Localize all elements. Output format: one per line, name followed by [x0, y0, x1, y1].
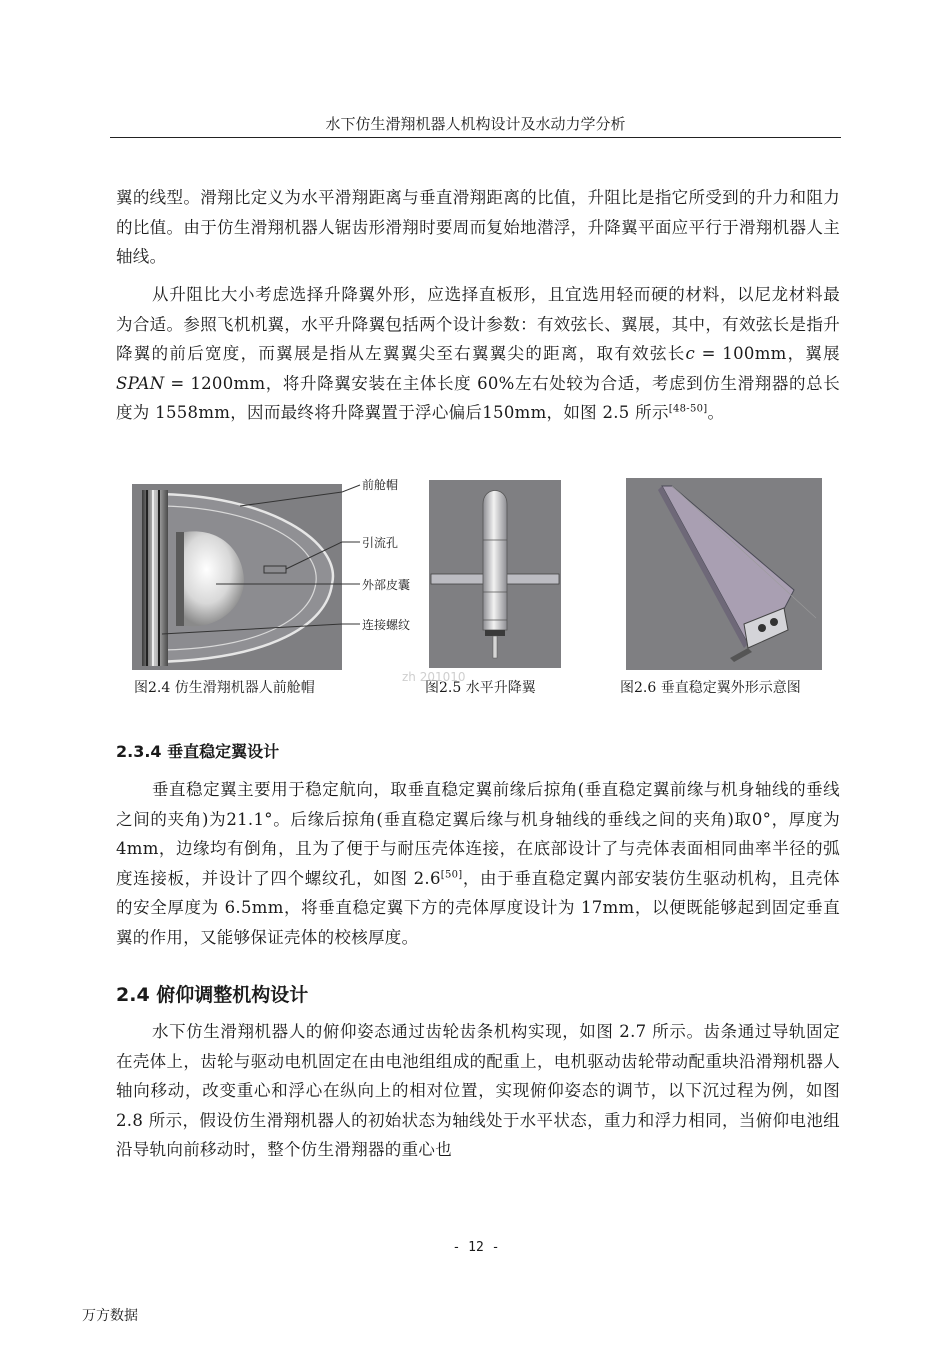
caption-fig-2-4: 图2.4 仿生滑翔机器人前舱帽: [134, 680, 315, 696]
section-heading-2-3-4: 2.3.4 垂直稳定翼设计: [116, 742, 280, 761]
caption-fig-2-5: 图2.5 水平升降翼: [425, 680, 536, 696]
label-outer-bladder: 外部皮囊: [362, 578, 411, 592]
label-front-cap: 前舱帽: [362, 478, 399, 492]
label-leader-lines: [342, 484, 362, 670]
figure-front-cap: [132, 484, 342, 670]
source-mark: 万方数据: [82, 1308, 138, 1324]
paragraph-text: 。: [707, 403, 725, 423]
paragraph-text: 垂直稳定翼主要用于稳定航向，取垂直稳定翼前缘后掠角(垂直稳定翼前缘与机身轴线的垂线之间的夹角)为21.1°。后缘后掠角(垂直稳定翼后缘与机身轴线的垂线之间的夹角)取0°，厚度为4mm，边缘均有倒角，且为了便于与耐压壳体连接，在底部设计了与壳体表面相同曲率半径的弧度连接板，并设计了四个螺纹孔，如图 2.6: [116, 780, 840, 888]
citation: [48-50]: [668, 403, 708, 415]
glider-top-view: [429, 480, 561, 668]
running-header: 水下仿生滑翔机器人机构设计及水动力学分析: [110, 113, 841, 138]
label-connection-thread: 连接螺纹: [362, 618, 411, 632]
paragraph-text: = 100mm，翼展: [695, 344, 840, 364]
figure-horizontal-wing: [429, 480, 561, 668]
caption-fig-2-6: 图2.6 垂直稳定翼外形示意图: [620, 680, 801, 696]
page-number: - 12 -: [452, 1240, 500, 1255]
label-flow-hole: 引流孔: [362, 536, 399, 550]
math-span: SPAN: [116, 373, 165, 393]
paragraph-text: ，由于垂直稳定翼内部安装仿生驱动机构，且壳体的安全厚度为 6.5mm，将垂直稳定翼下方的壳体厚度设计为 17mm，以便既能够起到固定垂直翼的作用，又能够保证壳体的校核厚度。: [116, 868, 840, 947]
front-cap-drawing: [132, 484, 342, 670]
paragraph-vertical-fin: [116, 775, 840, 953]
math-c: c: [685, 344, 696, 364]
citation: [50]: [440, 869, 463, 881]
vertical-fin-drawing: [626, 478, 822, 670]
paragraph-pitch-mechanism: 水下仿生滑翔机器人的俯仰姿态通过齿轮齿条机构实现，如图 2.7 所示。齿条通过导轨固定在壳体上，齿轮与驱动电机固定在由电池组组成的配重上，电机驱动齿轮带动配重块沿滑翔机器人轴向移动，改变重心和浮心在纵向上的相对位置，实现俯仰姿态的调节，以下沉过程为例，如图 2.8 所示，假设仿生滑翔机器人的初始状态为轴线处于水平状态，重力和浮力相同，当俯仰电池组沿导轨向前移动时，整个仿生滑翔器的重心也: [116, 1022, 840, 1160]
paragraph-text: = 1200mm，将升降翼安装在主体长度 60%左右处较为合适，考虑到仿生滑翔器的总长度为 1558mm，因而最终将升降翼置于浮心偏后150mm，如图 2.5 所示: [116, 373, 840, 423]
figure-vertical-fin: [626, 478, 822, 670]
paragraph-text: 从升阻比大小考虑选择升降翼外形，应选择直板形，且宜选用轻而硬的材料，以尼龙材料最为合适。参照飞机机翼，水平升降翼包括两个设计参数：有效弦长、翼展，其中，有效弦长是指升降翼的前后宽度，而翼展是指从左翼翼尖至右翼翼尖的距离，取有效弦长: [116, 285, 840, 364]
watermark-text: zh 201010: [402, 670, 466, 684]
section-heading-2-4: 2.4 俯仰调整机构设计: [116, 984, 309, 1006]
paragraph-glide-ratio: 翼的线型。滑翔比定义为水平滑翔距离与垂直滑翔距离的比值，升阻比是指它所受到的升力和阻力的比值。由于仿生滑翔机器人锯齿形滑翔时要周而复始地潜浮，升降翼平面应平行于滑翔机器人主轴线。: [116, 188, 840, 267]
paragraph-lift-wing: [116, 280, 840, 428]
